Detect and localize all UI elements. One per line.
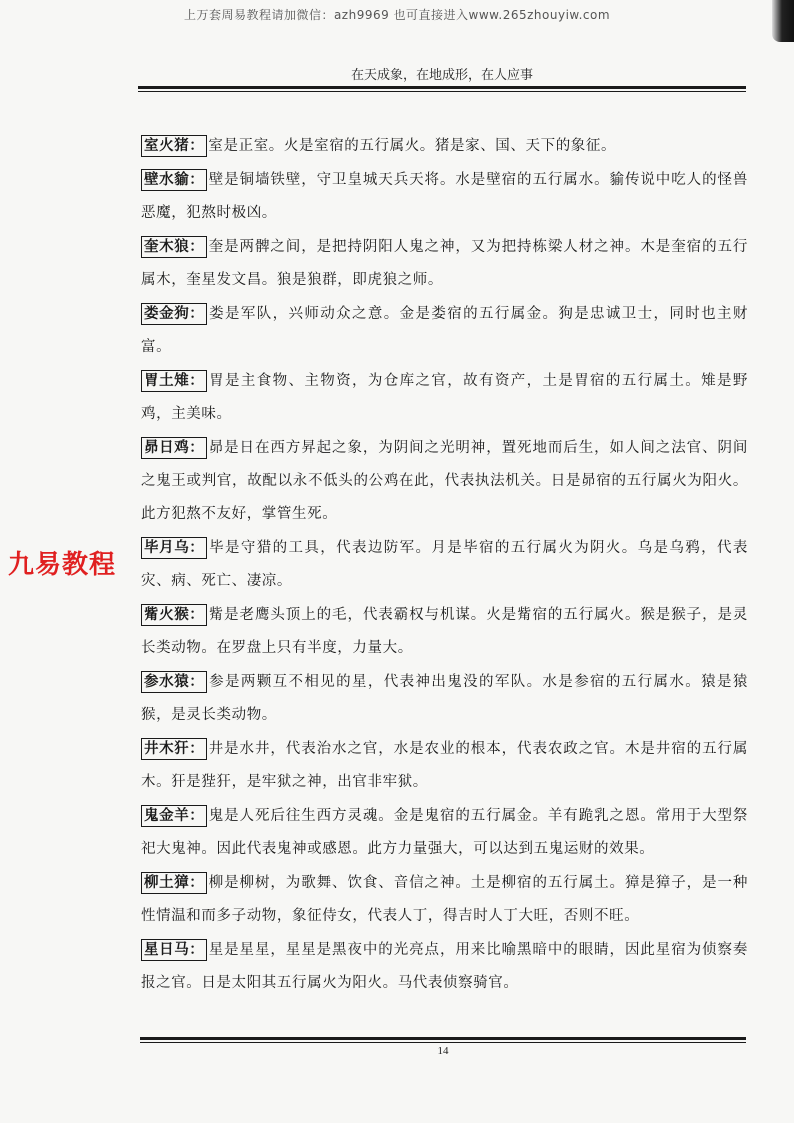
footer-rule: [140, 1037, 746, 1040]
entry-text: 娄是军队，兴师动众之意。金是娄宿的五行属金。狗是忠诚卫士，同时也主财富。: [141, 306, 748, 355]
header-rule: [138, 86, 746, 89]
entry-term: 毕月乌：: [141, 537, 207, 559]
entry: [141, 164, 748, 230]
entry-text: 昴是日在西方昇起之象，为阴间之光明神，置死地而后生，如人间之法官、阴间之鬼王或判官，故配以永不低头的公鸡在此，代表执法机关。日是昴宿的五行属火为阳火。此方犯熬不友好，掌管生死。: [141, 440, 748, 522]
footer-rule-thin: [140, 1042, 746, 1043]
entry-term: 胃土雉：: [141, 370, 207, 392]
watermark-text: 上万套周易教程请加微信：azh9969 也可直接进入www.265zhouyiw.com: [183, 8, 611, 22]
entry-term: 柳土獐：: [141, 872, 207, 894]
entry: [141, 432, 748, 531]
entry-text: 星是星星，星星是黑夜中的光亮点，用来比喻黑暗中的眼睛，因此星宿为侦察奏报之官。日是太阳其五行属火为阳火。马代表侦察骑官。: [141, 942, 748, 991]
entry-text: 壁是铜墙铁壁，守卫皇城天兵天将。水是壁宿的五行属水。貐传说中吃人的怪兽恶魔，犯熬时极凶。: [141, 172, 748, 221]
entry: [141, 666, 748, 732]
entry-term: 觜火猴：: [141, 604, 207, 626]
entry-text: 井是水井，代表治水之官，水是农业的根本，代表农政之官。木是井宿的五行属木。犴是狴犴，是牢狱之神，出官非牢狱。: [141, 741, 748, 790]
entry-text: 毕是守猎的工具，代表边防军。月是毕宿的五行属火为阴火。乌是乌鸦，代表灾、病、死亡、凄凉。: [141, 540, 748, 589]
entry-term: 壁水貐：: [141, 169, 207, 191]
entry: [141, 867, 748, 933]
entry-term: 室火猪：: [141, 135, 207, 157]
entry: [141, 733, 748, 799]
entry-term: 昴日鸡：: [141, 437, 207, 459]
entry: [141, 365, 748, 431]
entry-term: 鬼金羊：: [141, 805, 207, 827]
entry: [141, 130, 748, 163]
entry-term: 井木犴：: [141, 738, 207, 760]
header-rule-thin: [138, 91, 746, 92]
entry-term: 星日马：: [141, 939, 207, 961]
entry: [141, 231, 748, 297]
entry-text: 柳是柳树，为歌舞、饮食、音信之神。土是柳宿的五行属土。獐是獐子，是一种性情温和而多子动物，象征侍女，代表人丁，得吉时人丁大旺，否则不旺。: [141, 875, 748, 924]
entry-list: [141, 130, 748, 1001]
entry-text: 奎是两髀之间，是把持阴阳人鬼之神，又为把持栋梁人材之神。木是奎宿的五行属木，奎星发文昌。狼是狼群，即虎狼之师。: [141, 239, 748, 288]
entry: [141, 599, 748, 665]
page-number: 14: [437, 1045, 449, 1057]
entry-text: 觜是老鹰头顶上的毛，代表霸权与机谋。火是觜宿的五行属火。猴是猴子，是灵长类动物。在罗盘上只有半度，力量大。: [141, 607, 748, 656]
entry-term: 参水猿：: [141, 671, 207, 693]
entry-text: 参是两颗互不相见的星，代表神出鬼没的军队。水是参宿的五行属水。猿是猿猴，是灵长类动物。: [141, 674, 748, 723]
entry-text: 胃是主食物、主物资，为仓库之官，故有资产，土是胃宿的五行属土。雉是野鸡，主美味。: [141, 373, 748, 422]
side-brand-watermark: 九易教程: [8, 550, 117, 580]
entry-text: 鬼是人死后往生西方灵魂。金是鬼宿的五行属金。羊有跪乳之恩。常用于大型祭祀大鬼神。因此代表鬼神或感恩。此方力量强大，可以达到五鬼运财的效果。: [141, 808, 748, 857]
entry-term: 奎木狼：: [141, 236, 207, 258]
entry: [141, 532, 748, 598]
running-head: 在天成象，在地成形，在人应事: [350, 68, 533, 83]
scan-edge-mark: [772, 0, 794, 42]
entry-text: 室是正室。火是室宿的五行属火。猪是家、国、天下的象征。: [208, 138, 617, 154]
entry: [141, 934, 748, 1000]
entry: [141, 800, 748, 866]
entry: [141, 298, 748, 364]
entry-term: 娄金狗：: [141, 303, 207, 325]
